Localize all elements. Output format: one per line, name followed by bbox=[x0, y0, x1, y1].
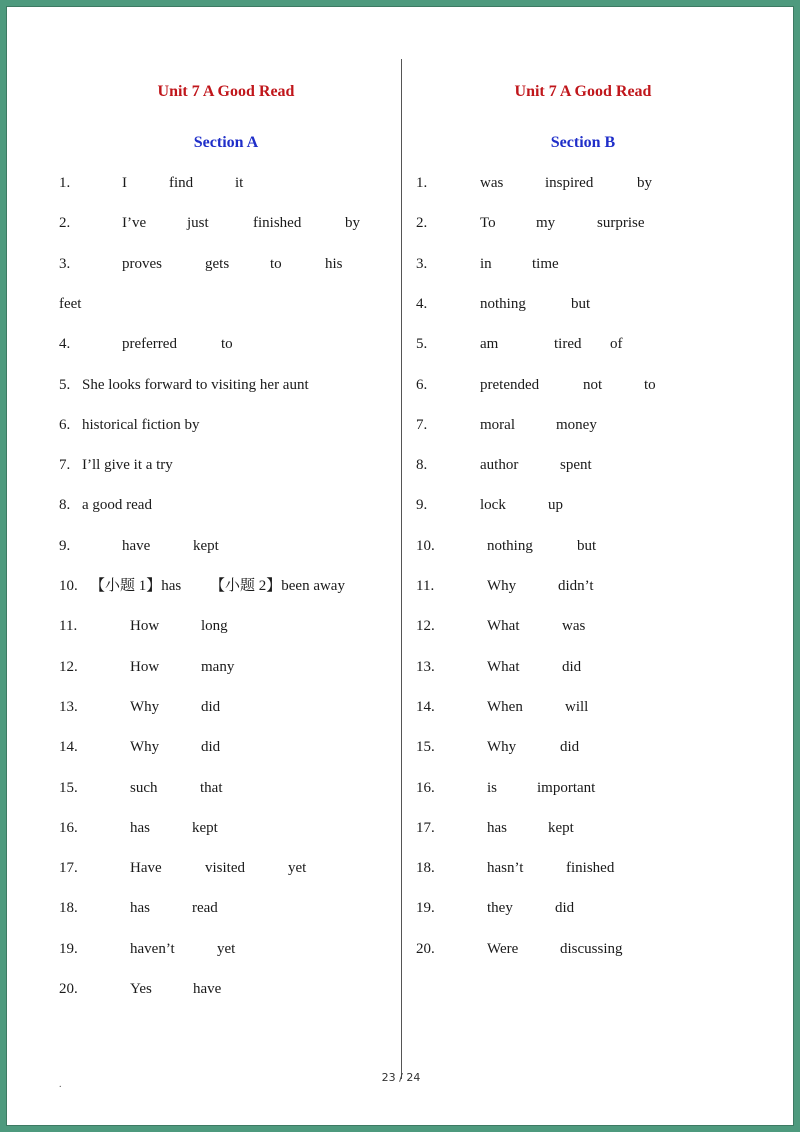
item-number: 6. bbox=[59, 416, 71, 433]
answer-word: visited bbox=[205, 860, 245, 877]
answer-word: that bbox=[200, 779, 223, 796]
item-number: 17. bbox=[59, 860, 78, 877]
answer-word: long bbox=[201, 618, 228, 635]
answer-word: of bbox=[610, 336, 623, 353]
answer-word: in bbox=[480, 255, 492, 272]
item-number: 7. bbox=[59, 457, 71, 474]
document-page bbox=[6, 6, 794, 1126]
item-number: 20. bbox=[59, 981, 78, 997]
answer-word: pretended bbox=[480, 376, 540, 393]
answer-word: have bbox=[193, 981, 222, 997]
answer-word: have bbox=[122, 537, 151, 554]
answer-word: kept bbox=[193, 537, 219, 554]
item-number: 14. bbox=[59, 739, 78, 756]
answer-word: yet bbox=[217, 940, 236, 957]
answer-word: author bbox=[480, 457, 519, 474]
answer-word: to bbox=[644, 376, 656, 393]
answer-word: a good read bbox=[82, 497, 152, 514]
item-number: 18. bbox=[416, 860, 435, 877]
answer-word: proves bbox=[122, 255, 162, 272]
item-number: 6. bbox=[416, 376, 428, 393]
answer-word: has bbox=[487, 819, 507, 836]
answer-word: yet bbox=[288, 860, 307, 877]
answer-word: Yes bbox=[130, 981, 152, 997]
answer-word: feet bbox=[59, 295, 82, 312]
answer-word: money bbox=[556, 416, 597, 433]
answer-word: did bbox=[201, 739, 221, 756]
answer-word: historical fiction by bbox=[82, 416, 200, 433]
item-number: 11. bbox=[59, 618, 78, 635]
item-number: 15. bbox=[416, 739, 435, 756]
answer-word: When bbox=[487, 698, 523, 715]
answer-word: to bbox=[270, 255, 282, 272]
answer-word: did bbox=[560, 739, 580, 756]
answer-word: not bbox=[583, 376, 603, 393]
item-number: 20. bbox=[416, 940, 435, 957]
answer-word: Were bbox=[487, 940, 519, 957]
answer-word: nothing bbox=[480, 295, 526, 312]
answer-word: was bbox=[480, 175, 504, 191]
answer-word: is bbox=[487, 779, 498, 796]
item-number: 4. bbox=[59, 336, 71, 353]
answer-word: 【小题 2】been away bbox=[210, 578, 345, 594]
item-number: 11. bbox=[416, 578, 435, 594]
answer-word: gets bbox=[205, 255, 230, 272]
item-number: 12. bbox=[59, 658, 78, 675]
item-number: 14. bbox=[416, 698, 435, 715]
answer-word: but bbox=[571, 295, 591, 312]
answer-word: was bbox=[562, 618, 586, 635]
answer-word: tired bbox=[554, 336, 582, 353]
right-unit-title: Unit 7 A Good Read bbox=[514, 83, 652, 100]
answer-word: spent bbox=[560, 457, 592, 474]
answer-word: am bbox=[480, 336, 499, 353]
item-number: 12. bbox=[416, 618, 435, 635]
answer-word: preferred bbox=[122, 336, 177, 353]
footer-mark: . bbox=[59, 1079, 62, 1090]
answer-word: by bbox=[637, 175, 652, 191]
item-number: 4. bbox=[416, 295, 428, 312]
item-number: 2. bbox=[59, 215, 71, 232]
item-number: 19. bbox=[416, 900, 435, 917]
item-number: 2. bbox=[416, 215, 428, 232]
left-unit-title: Unit 7 A Good Read bbox=[157, 83, 295, 100]
answer-word: but bbox=[577, 537, 597, 554]
item-number: 15. bbox=[59, 779, 78, 796]
item-number: 9. bbox=[416, 497, 428, 514]
answer-word: 【小题 1】has bbox=[90, 578, 182, 594]
answer-word: To bbox=[480, 215, 496, 232]
right-section-heading: Section B bbox=[550, 134, 616, 151]
answer-word: inspired bbox=[545, 175, 594, 191]
item-number: 8. bbox=[59, 497, 71, 514]
left-section-heading: Section A bbox=[193, 134, 259, 151]
answer-word: kept bbox=[548, 819, 574, 836]
answer-word: by bbox=[345, 215, 360, 232]
item-number: 18. bbox=[59, 900, 78, 917]
answer-word: kept bbox=[192, 819, 218, 836]
answer-word: just bbox=[187, 215, 209, 232]
answer-word: Why bbox=[130, 698, 160, 715]
answer-word: What bbox=[487, 658, 520, 675]
answer-word: Why bbox=[487, 739, 517, 756]
answer-word: I’ve bbox=[122, 215, 147, 232]
answer-word: Have bbox=[130, 860, 162, 877]
answer-word: read bbox=[192, 900, 218, 917]
answer-word: surprise bbox=[597, 215, 645, 232]
answer-word: it bbox=[235, 175, 244, 191]
answer-word: haven’t bbox=[130, 940, 175, 957]
item-number: 19. bbox=[59, 940, 78, 957]
answer-word: finished bbox=[253, 215, 302, 232]
answer-word: nothing bbox=[487, 537, 533, 554]
answer-word: finished bbox=[566, 860, 615, 877]
item-number: 8. bbox=[416, 457, 428, 474]
item-number: 16. bbox=[59, 819, 78, 836]
answer-word: my bbox=[536, 215, 556, 232]
answer-word: important bbox=[537, 779, 596, 796]
item-number: 1. bbox=[59, 175, 71, 191]
answer-word: time bbox=[532, 255, 559, 272]
answer-word: discussing bbox=[560, 940, 623, 957]
item-number: 9. bbox=[59, 537, 71, 554]
answer-word: did bbox=[562, 658, 582, 675]
answer-word: How bbox=[130, 658, 160, 675]
item-number: 13. bbox=[416, 658, 435, 675]
answer-word: How bbox=[130, 618, 160, 635]
answer-word: such bbox=[130, 779, 158, 796]
answer-word: What bbox=[487, 618, 520, 635]
answer-word: will bbox=[565, 698, 589, 715]
column-divider bbox=[401, 59, 402, 1079]
answer-word: hasn’t bbox=[487, 860, 524, 877]
answer-word: his bbox=[325, 255, 343, 272]
answer-word: Why bbox=[130, 739, 160, 756]
item-number: 5. bbox=[59, 376, 71, 393]
answer-word: has bbox=[130, 900, 150, 917]
answer-word: didn’t bbox=[558, 578, 594, 594]
answer-word: find bbox=[169, 175, 194, 191]
answer-word: has bbox=[130, 819, 150, 836]
answer-word: Why bbox=[487, 578, 517, 594]
answer-word: many bbox=[201, 658, 235, 675]
item-number: 13. bbox=[59, 698, 78, 715]
item-number: 3. bbox=[59, 255, 71, 272]
item-number: 10. bbox=[416, 537, 435, 554]
item-number: 3. bbox=[416, 255, 428, 272]
item-number: 17. bbox=[416, 819, 435, 836]
answer-word: I’ll give it a try bbox=[82, 457, 173, 474]
answer-word: moral bbox=[480, 416, 515, 433]
answer-word: I bbox=[122, 175, 127, 191]
answer-word: to bbox=[221, 336, 233, 353]
item-number: 5. bbox=[416, 336, 428, 353]
answer-word: they bbox=[487, 900, 513, 917]
answer-word: She looks forward to visiting her aunt bbox=[82, 376, 309, 393]
answer-word: up bbox=[548, 497, 563, 514]
page-number: 23 / 24 bbox=[381, 1071, 421, 1084]
answer-word: did bbox=[555, 900, 575, 917]
item-number: 10. bbox=[59, 578, 78, 594]
answer-word: did bbox=[201, 698, 221, 715]
item-number: 1. bbox=[416, 175, 428, 191]
item-number: 16. bbox=[416, 779, 435, 796]
answer-word: lock bbox=[480, 497, 506, 514]
item-number: 7. bbox=[416, 416, 428, 433]
